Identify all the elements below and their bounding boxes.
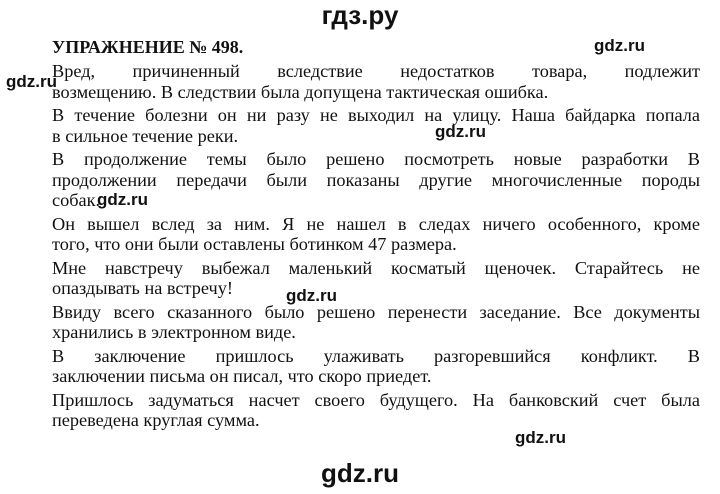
watermark: gdz.ru xyxy=(515,428,566,447)
text-line: В течение болезни он ни разу не выходил на улицу. Наша байдарка попала xyxy=(52,105,700,125)
text-line: в сильное течение реки. xyxy=(52,125,239,146)
watermark: gdz.ru xyxy=(435,122,486,141)
watermark: gdz.ru xyxy=(6,72,57,91)
text-line: В продолжение темы было решено посмотреть новые разработки В xyxy=(52,149,700,169)
text-line: В заключение пришлось улаживать разгоревшийся конфликт. В xyxy=(52,345,700,366)
site-header: гдз.ру xyxy=(321,0,399,30)
text-line: возмещению. В следствии была допущена тактическая ошибка. xyxy=(52,81,549,102)
watermark: gdz.ru xyxy=(594,36,645,55)
paragraph-1 xyxy=(52,58,700,102)
exercise-document xyxy=(52,36,700,431)
text-line: переведена круглая сумма. xyxy=(52,410,260,430)
text-line: Мне навстречу выбежал маленький косматый щеночек. Старайтесь не xyxy=(52,257,700,278)
watermark: gdz.ru xyxy=(286,286,337,305)
text-line: Ввиду всего сказанного было решено перенести заседание. Все документы xyxy=(52,301,700,322)
text-line: Пришлось задуматься насчет своего будущего. На банковский счет была xyxy=(52,389,700,410)
site-footer: gdz.ru xyxy=(321,458,399,488)
text-line: хранились в электронном виде. xyxy=(52,322,296,342)
paragraph-7 xyxy=(52,343,700,387)
text-line: опаздывать на встречу! xyxy=(52,278,233,298)
paragraph-8 xyxy=(52,387,700,431)
paragraph-2 xyxy=(52,102,700,146)
text-line: заключении письма он писал, что скоро приедет. xyxy=(52,366,432,386)
paragraph-4 xyxy=(52,211,700,255)
text-line: продолжении передачи были показаны другие многочисленные породы xyxy=(52,169,700,190)
text-line: Он вышел вслед за ним. Я не нашел в следах ничего особенного, кроме xyxy=(52,213,700,234)
text-line: собак. xyxy=(52,190,101,210)
paragraph-3 xyxy=(52,146,700,211)
watermark: gdz.ru xyxy=(97,190,148,209)
text-line: Вред, причиненный вследствие недостатков товара, подлежит xyxy=(52,61,700,81)
paragraph-6 xyxy=(52,299,700,343)
paragraph-5 xyxy=(52,255,700,299)
exercise-title: УПРАЖНЕНИЕ № 498. xyxy=(52,37,244,57)
text-line: того, что они были оставлены ботинком 47 размера. xyxy=(52,234,457,254)
